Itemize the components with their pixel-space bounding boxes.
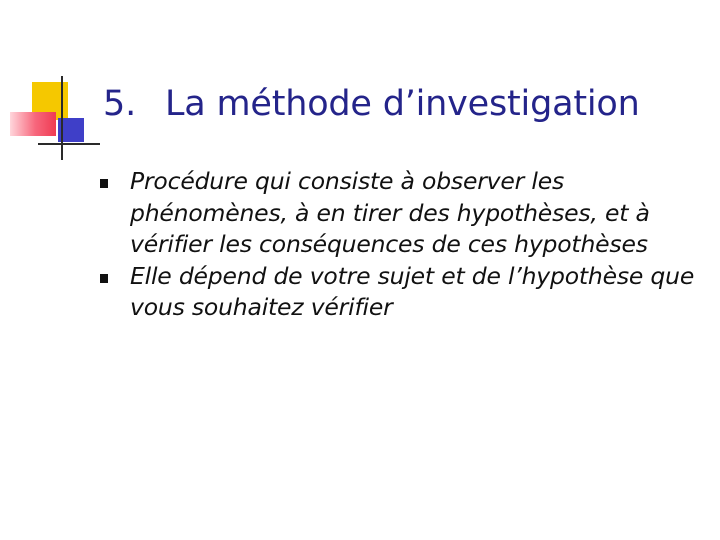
square-bullet-icon (100, 179, 108, 188)
color-squares-logo-icon (0, 0, 100, 170)
bullet-text: Procédure qui consiste à observer les phénomènes, à en tirer des hypothèses, et à vérifier les conséquences de ces hypothèses (130, 167, 650, 258)
bullet-item (94, 166, 704, 261)
bullet-text: Elle dépend de votre sujet et de l’hypothèse que vous souhaitez vérifier (130, 261, 695, 321)
bullet-list (94, 166, 704, 324)
title-text: La méthode d’investigation (165, 84, 640, 124)
square-bullet-icon (100, 274, 108, 283)
vertical-rule (61, 76, 63, 160)
slide-title (103, 80, 713, 128)
title-number: 5. (103, 84, 136, 124)
bullet-item (94, 261, 704, 324)
red-gradient-bar (10, 112, 56, 136)
horizontal-rule (38, 143, 100, 145)
